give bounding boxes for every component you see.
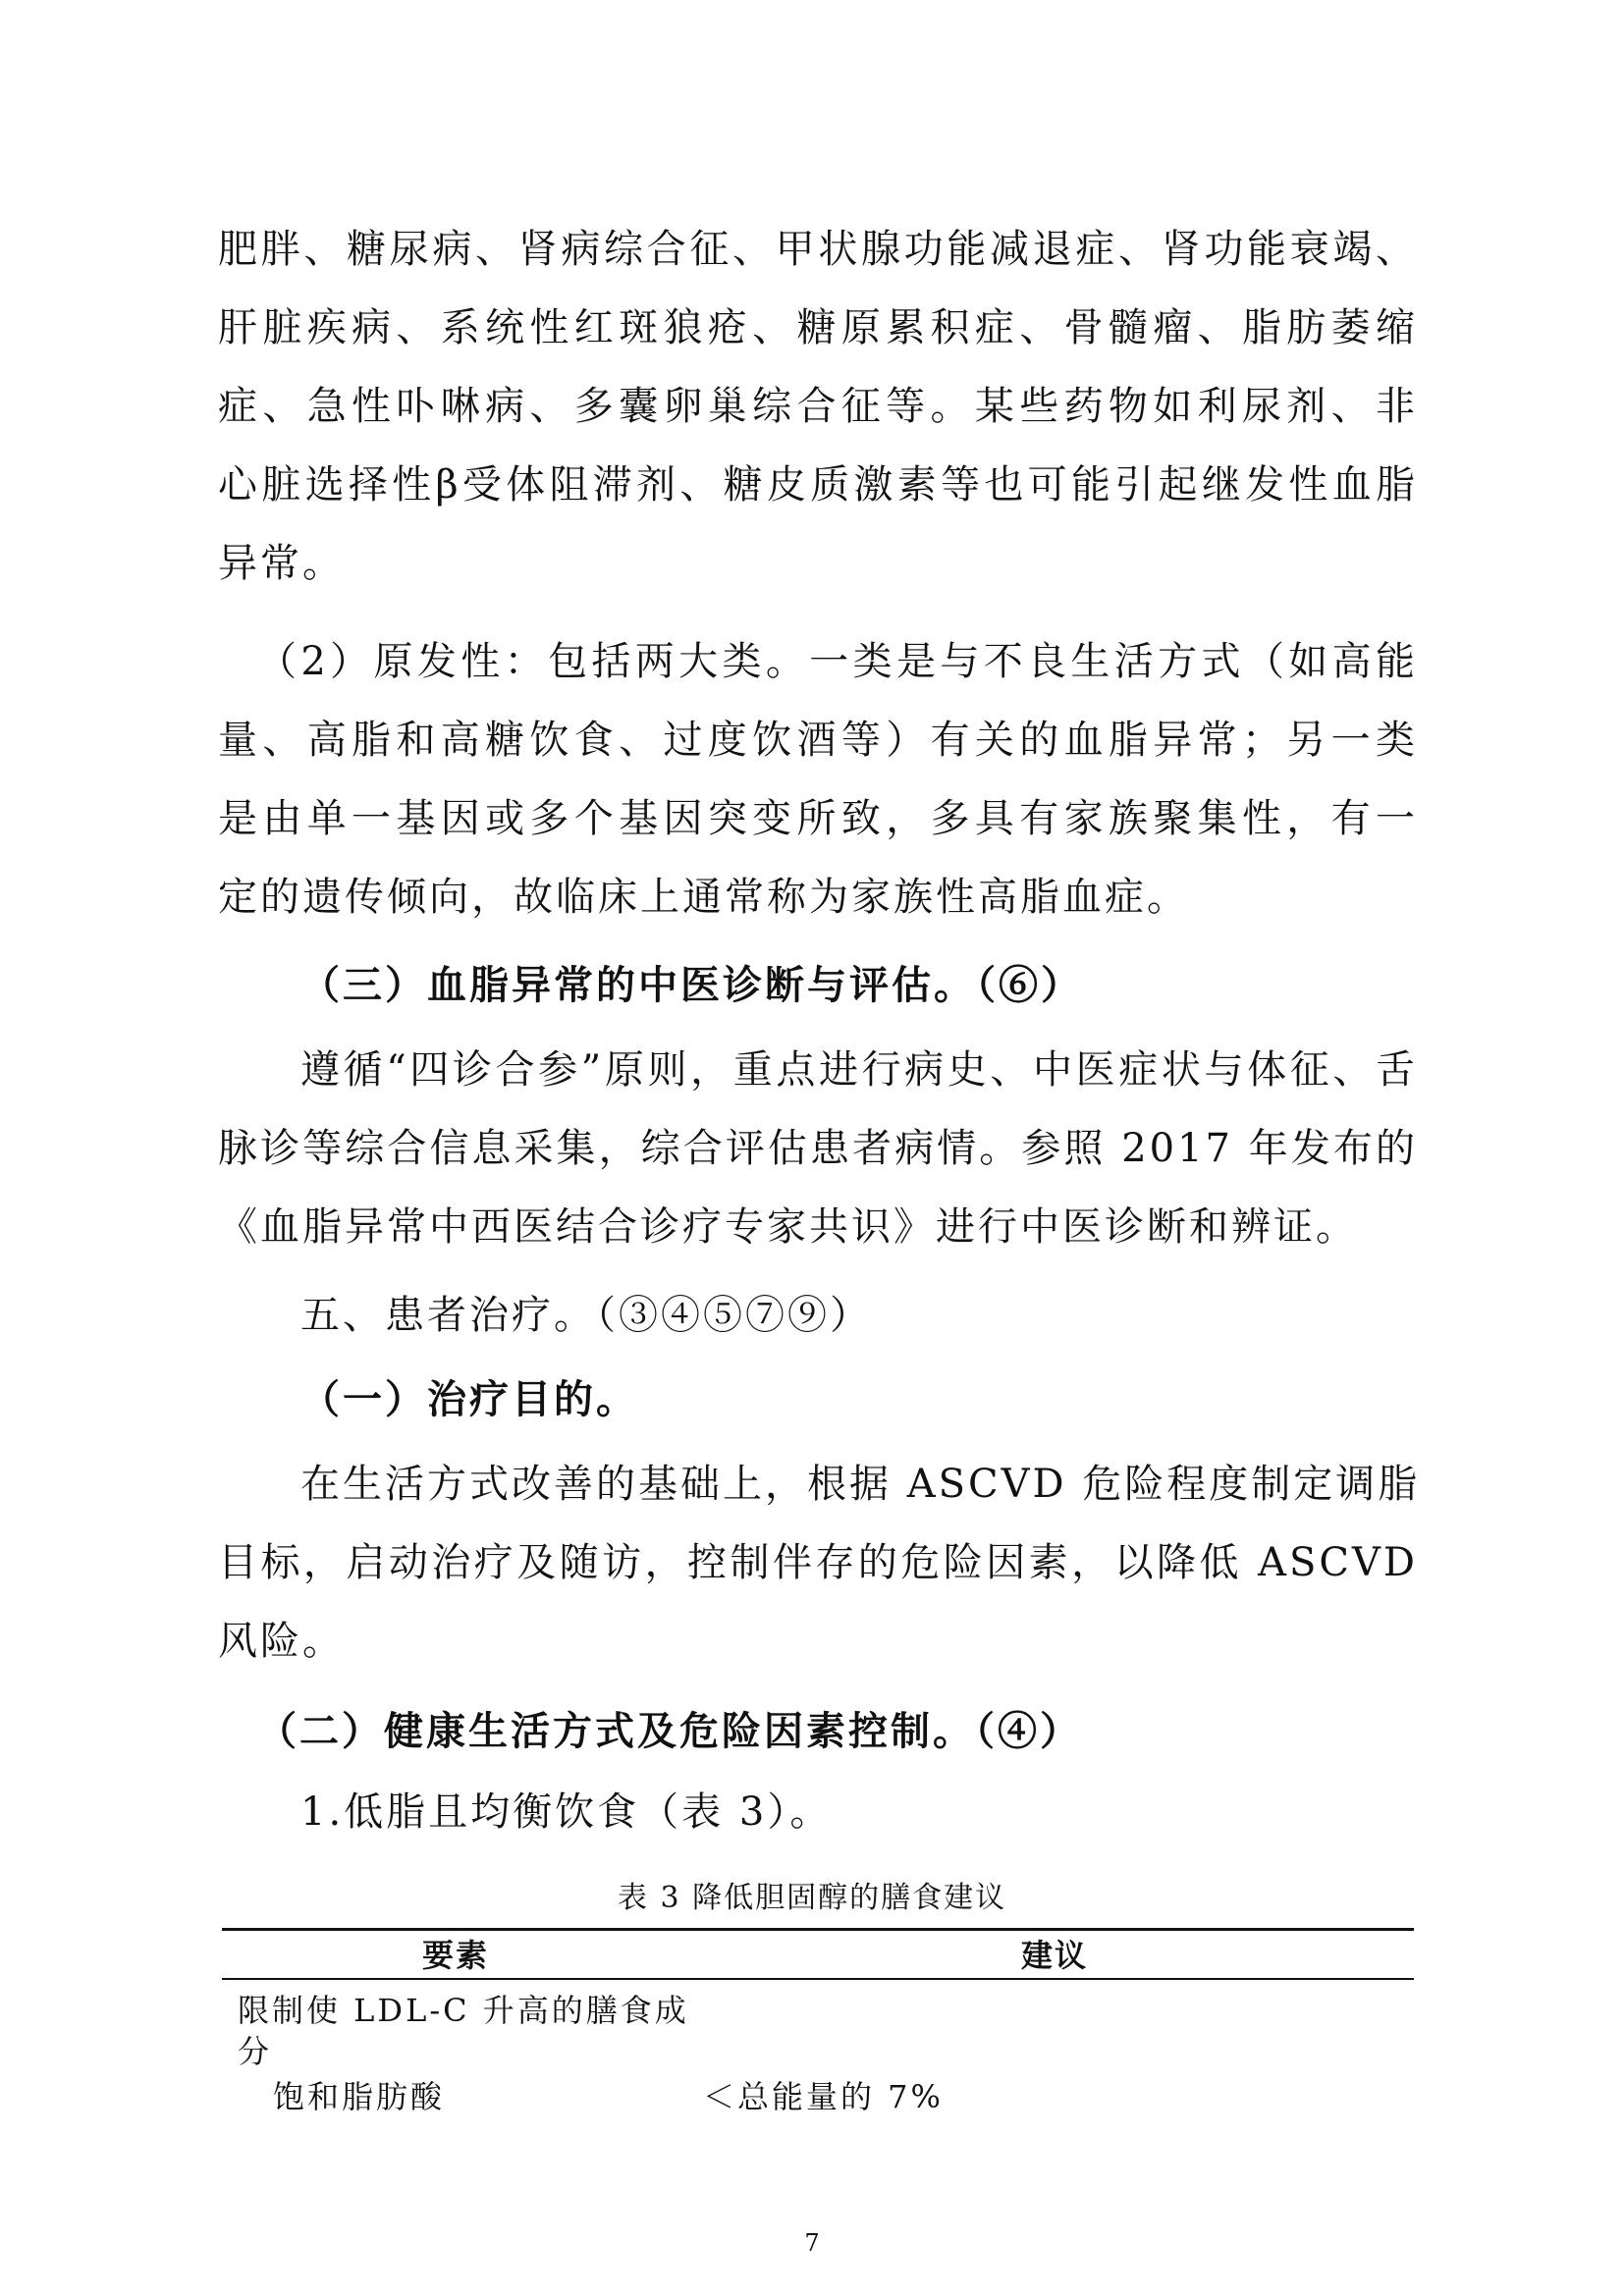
section-heading-treatment-goal: （一）治疗目的。 [300, 1376, 638, 1422]
body-line-20: 1.低脂且均衡饮食（表 3）。 [300, 1789, 833, 1835]
section-heading-tcm-diagnosis: （三）血脂异常的中医诊断与评估。（⑥） [300, 962, 1083, 1008]
table-header-rule [222, 1978, 1414, 1980]
section-heading-patient-treatment: 五、患者治疗。（③④⑤⑦⑨） [300, 1293, 872, 1338]
table-cell-advice-row2: ＜总能量的 7% [703, 2078, 944, 2115]
body-line-5: 异常。 [218, 541, 345, 586]
page-number: 7 [804, 2229, 820, 2257]
body-line-16: 在生活方式改善的基础上，根据 ASCVD 危险程度制定调脂 [300, 1462, 1421, 1507]
body-line-3: 症、急性卟啉病、多囊卵巢综合征等。某些药物如利尿剂、非 [218, 384, 1418, 429]
body-line-9: 定的遗传倾向，故临床上通常称为家族性高脂血症。 [218, 875, 1189, 920]
body-line-7: 量、高脂和高糖饮食、过度饮酒等）有关的血脂异常；另一类 [218, 718, 1418, 763]
body-line-12: 脉诊等综合信息采集，综合评估患者病情。参照 2017 年发布的 [218, 1126, 1418, 1171]
table-cell-element-row2: 饱和脂肪酸 [273, 2078, 446, 2115]
table-cell-element-row1-line2: 分 [238, 2033, 273, 2070]
body-line-18: 风险。 [218, 1619, 345, 1664]
table-header-element: 要素 [422, 1937, 490, 1974]
body-line-6: （2）原发性：包括两大类。一类是与不良生活方式（如高能 [257, 639, 1418, 684]
body-line-2: 肝脏疾病、系统性红斑狼疮、糖原累积症、骨髓瘤、脂肪萎缩 [218, 305, 1418, 350]
body-line-8: 是由单一基因或多个基因突变所致，多具有家族聚集性，有一 [218, 796, 1418, 841]
body-line-13: 《血脂异常中西医结合诊疗专家共识》进行中医诊断和辨证。 [218, 1204, 1358, 1250]
table-caption: 表 3 降低胆固醇的膳食建议 [617, 1881, 1007, 1915]
body-line-17: 目标，启动治疗及随访，控制伴存的危险因素，以降低 ASCVD [218, 1540, 1418, 1585]
table-top-rule [222, 1928, 1414, 1931]
section-heading-lifestyle-control: （二）健康生活方式及危险因素控制。（④） [257, 1708, 1082, 1754]
table-header-advice: 建议 [1021, 1937, 1089, 1974]
body-line-11: 遵循“四诊合参”原则，重点进行病史、中医症状与体征、舌 [300, 1047, 1418, 1093]
table-cell-element-row1-line1: 限制使 LDL-C 升高的膳食成 [238, 1992, 689, 2029]
body-line-1: 肥胖、糖尿病、肾病综合征、甲状腺功能减退症、肾功能衰竭、 [218, 227, 1418, 272]
body-line-4: 心脏选择性β受体阻滞剂、糖皮质激素等也可能引起继发性血脂 [218, 462, 1418, 507]
